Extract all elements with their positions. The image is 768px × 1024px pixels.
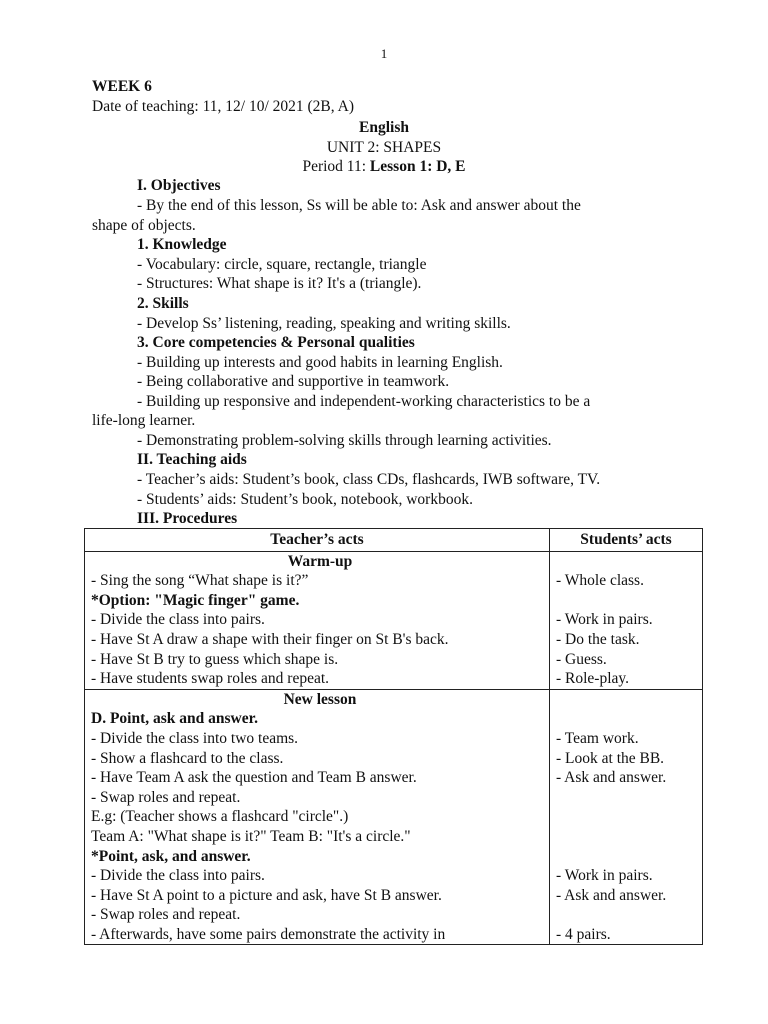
newlesson-teacher-line: *Point, ask, and answer. — [91, 847, 251, 865]
warmup-teacher-line: - Have St B try to guess which shape is. — [91, 650, 339, 668]
newlesson-students-line: - Team work. — [556, 729, 639, 747]
newlesson-teacher-line: - Swap roles and repeat. — [91, 788, 241, 806]
newlesson-teacher-line: - Divide the class into two teams. — [91, 729, 299, 747]
core-item-1: - Building up interests and good habits in learning English. — [137, 354, 503, 371]
newlesson-teacher-line: - Swap roles and repeat. — [91, 906, 241, 924]
period-line — [0, 157, 768, 176]
newlesson-students-line — [556, 709, 702, 729]
warmup-students-line: - Whole class. — [556, 572, 644, 590]
page-number: 1 — [380, 46, 388, 61]
skills-heading: 2. Skills — [137, 295, 189, 312]
warmup-students-line: - Do the task. — [556, 630, 640, 648]
core-item-2: - Being collaborative and supportive in teamwork. — [137, 373, 450, 390]
table-header-row — [85, 529, 703, 552]
aids-teacher: - Teacher’s aids: Student’s book, class CDs, flashcards, IWB software, TV. — [137, 471, 601, 488]
objectives-intro-1: - By the end of this lesson, Ss will be able to: Ask and answer about the — [137, 197, 581, 214]
newlesson-students-line: - 4 pairs. — [556, 925, 611, 943]
objectives-heading: I. Objectives — [137, 177, 221, 194]
header-students-acts: Students’ acts — [550, 529, 703, 552]
newlesson-students-line — [556, 905, 702, 925]
newlesson-teacher-line: D. Point, ask and answer. — [91, 710, 258, 728]
aids-heading: II. Teaching aids — [137, 451, 247, 468]
teaching-date: Date of teaching: 11, 12/ 10/ 2021 (2B, A) — [92, 98, 355, 115]
subject-title: English — [359, 119, 409, 136]
period-prefix: Period 11: — [302, 158, 370, 175]
warmup-teacher-line: Warm-up — [287, 552, 353, 570]
knowledge-structures: - Structures: What shape is it? It's a (triangle). — [137, 275, 422, 292]
warmup-students-line: - Work in pairs. — [556, 611, 653, 629]
warmup-students-line — [556, 591, 702, 611]
procedures-table — [84, 528, 703, 945]
header-teacher-acts: Teacher’s acts — [85, 529, 550, 552]
newlesson-students-line — [556, 827, 702, 847]
knowledge-heading: 1. Knowledge — [137, 236, 227, 253]
newlesson-students-line: - Ask and answer. — [556, 886, 667, 904]
newlesson-teacher-line: - Have St A point to a picture and ask, have St B answer. — [91, 886, 442, 904]
core-item-3a: - Building up responsive and independent-working characteristics to be a — [137, 393, 591, 410]
newlesson-students-cell — [550, 689, 703, 945]
aids-students: - Students’ aids: Student’s book, notebook, workbook. — [137, 491, 473, 508]
table-row-newlesson — [85, 689, 703, 945]
newlesson-students-line — [556, 788, 702, 808]
knowledge-vocabulary: - Vocabulary: circle, square, rectangle, triangle — [137, 256, 427, 273]
newlesson-students-line: - Ask and answer. — [556, 769, 667, 787]
warmup-students-line: - Guess. — [556, 650, 607, 668]
newlesson-teacher-line: E.g: (Teacher shows a flashcard "circle".) — [91, 808, 349, 826]
newlesson-teacher-line: Team A: "What shape is it?" Team B: "It's a circle." — [91, 827, 411, 845]
warmup-teacher-line: - Have St A draw a shape with their finger on St B's back. — [91, 630, 449, 648]
newlesson-students-line: - Look at the BB. — [556, 749, 665, 767]
newlesson-teacher-line: - Divide the class into pairs. — [91, 867, 265, 885]
procedures-heading: III. Procedures — [137, 510, 238, 527]
newlesson-students-line: - Work in pairs. — [556, 867, 653, 885]
warmup-teacher-line: - Sing the song “What shape is it?” — [91, 572, 309, 590]
newlesson-teacher-line: - Have Team A ask the question and Team B answer. — [91, 769, 417, 787]
skills-item: - Develop Ss’ listening, reading, speaking and writing skills. — [137, 315, 511, 332]
newlesson-teacher-line: New lesson — [283, 690, 357, 708]
warmup-teacher-line: *Option: "Magic finger" game. — [91, 591, 300, 609]
core-item-4: - Demonstrating problem-solving skills through learning activities. — [137, 432, 552, 449]
newlesson-students-line — [556, 690, 702, 710]
newlesson-teacher-cell — [85, 689, 550, 945]
warmup-teacher-line: - Divide the class into pairs. — [91, 611, 265, 629]
warmup-students-line — [556, 552, 702, 572]
newlesson-teacher-line: - Show a flashcard to the class. — [91, 749, 284, 767]
unit-title: UNIT 2: SHAPES — [326, 139, 442, 156]
week-heading: WEEK 6 — [92, 78, 152, 95]
warmup-teacher-line: - Have students swap roles and repeat. — [91, 670, 330, 688]
newlesson-students-line — [556, 847, 702, 867]
warmup-students-cell — [550, 551, 703, 689]
newlesson-students-line — [556, 807, 702, 827]
table-row-warmup — [85, 551, 703, 689]
core-item-3b: life-long learner. — [92, 412, 196, 429]
objectives-intro-2: shape of objects. — [92, 217, 196, 234]
core-heading: 3. Core competencies & Personal qualities — [137, 334, 415, 351]
warmup-students-line: - Role-play. — [556, 670, 630, 688]
newlesson-teacher-line: - Afterwards, have some pairs demonstrate the activity in — [91, 925, 446, 943]
period-lesson: Lesson 1: D, E — [369, 158, 466, 175]
warmup-teacher-cell — [85, 551, 550, 689]
